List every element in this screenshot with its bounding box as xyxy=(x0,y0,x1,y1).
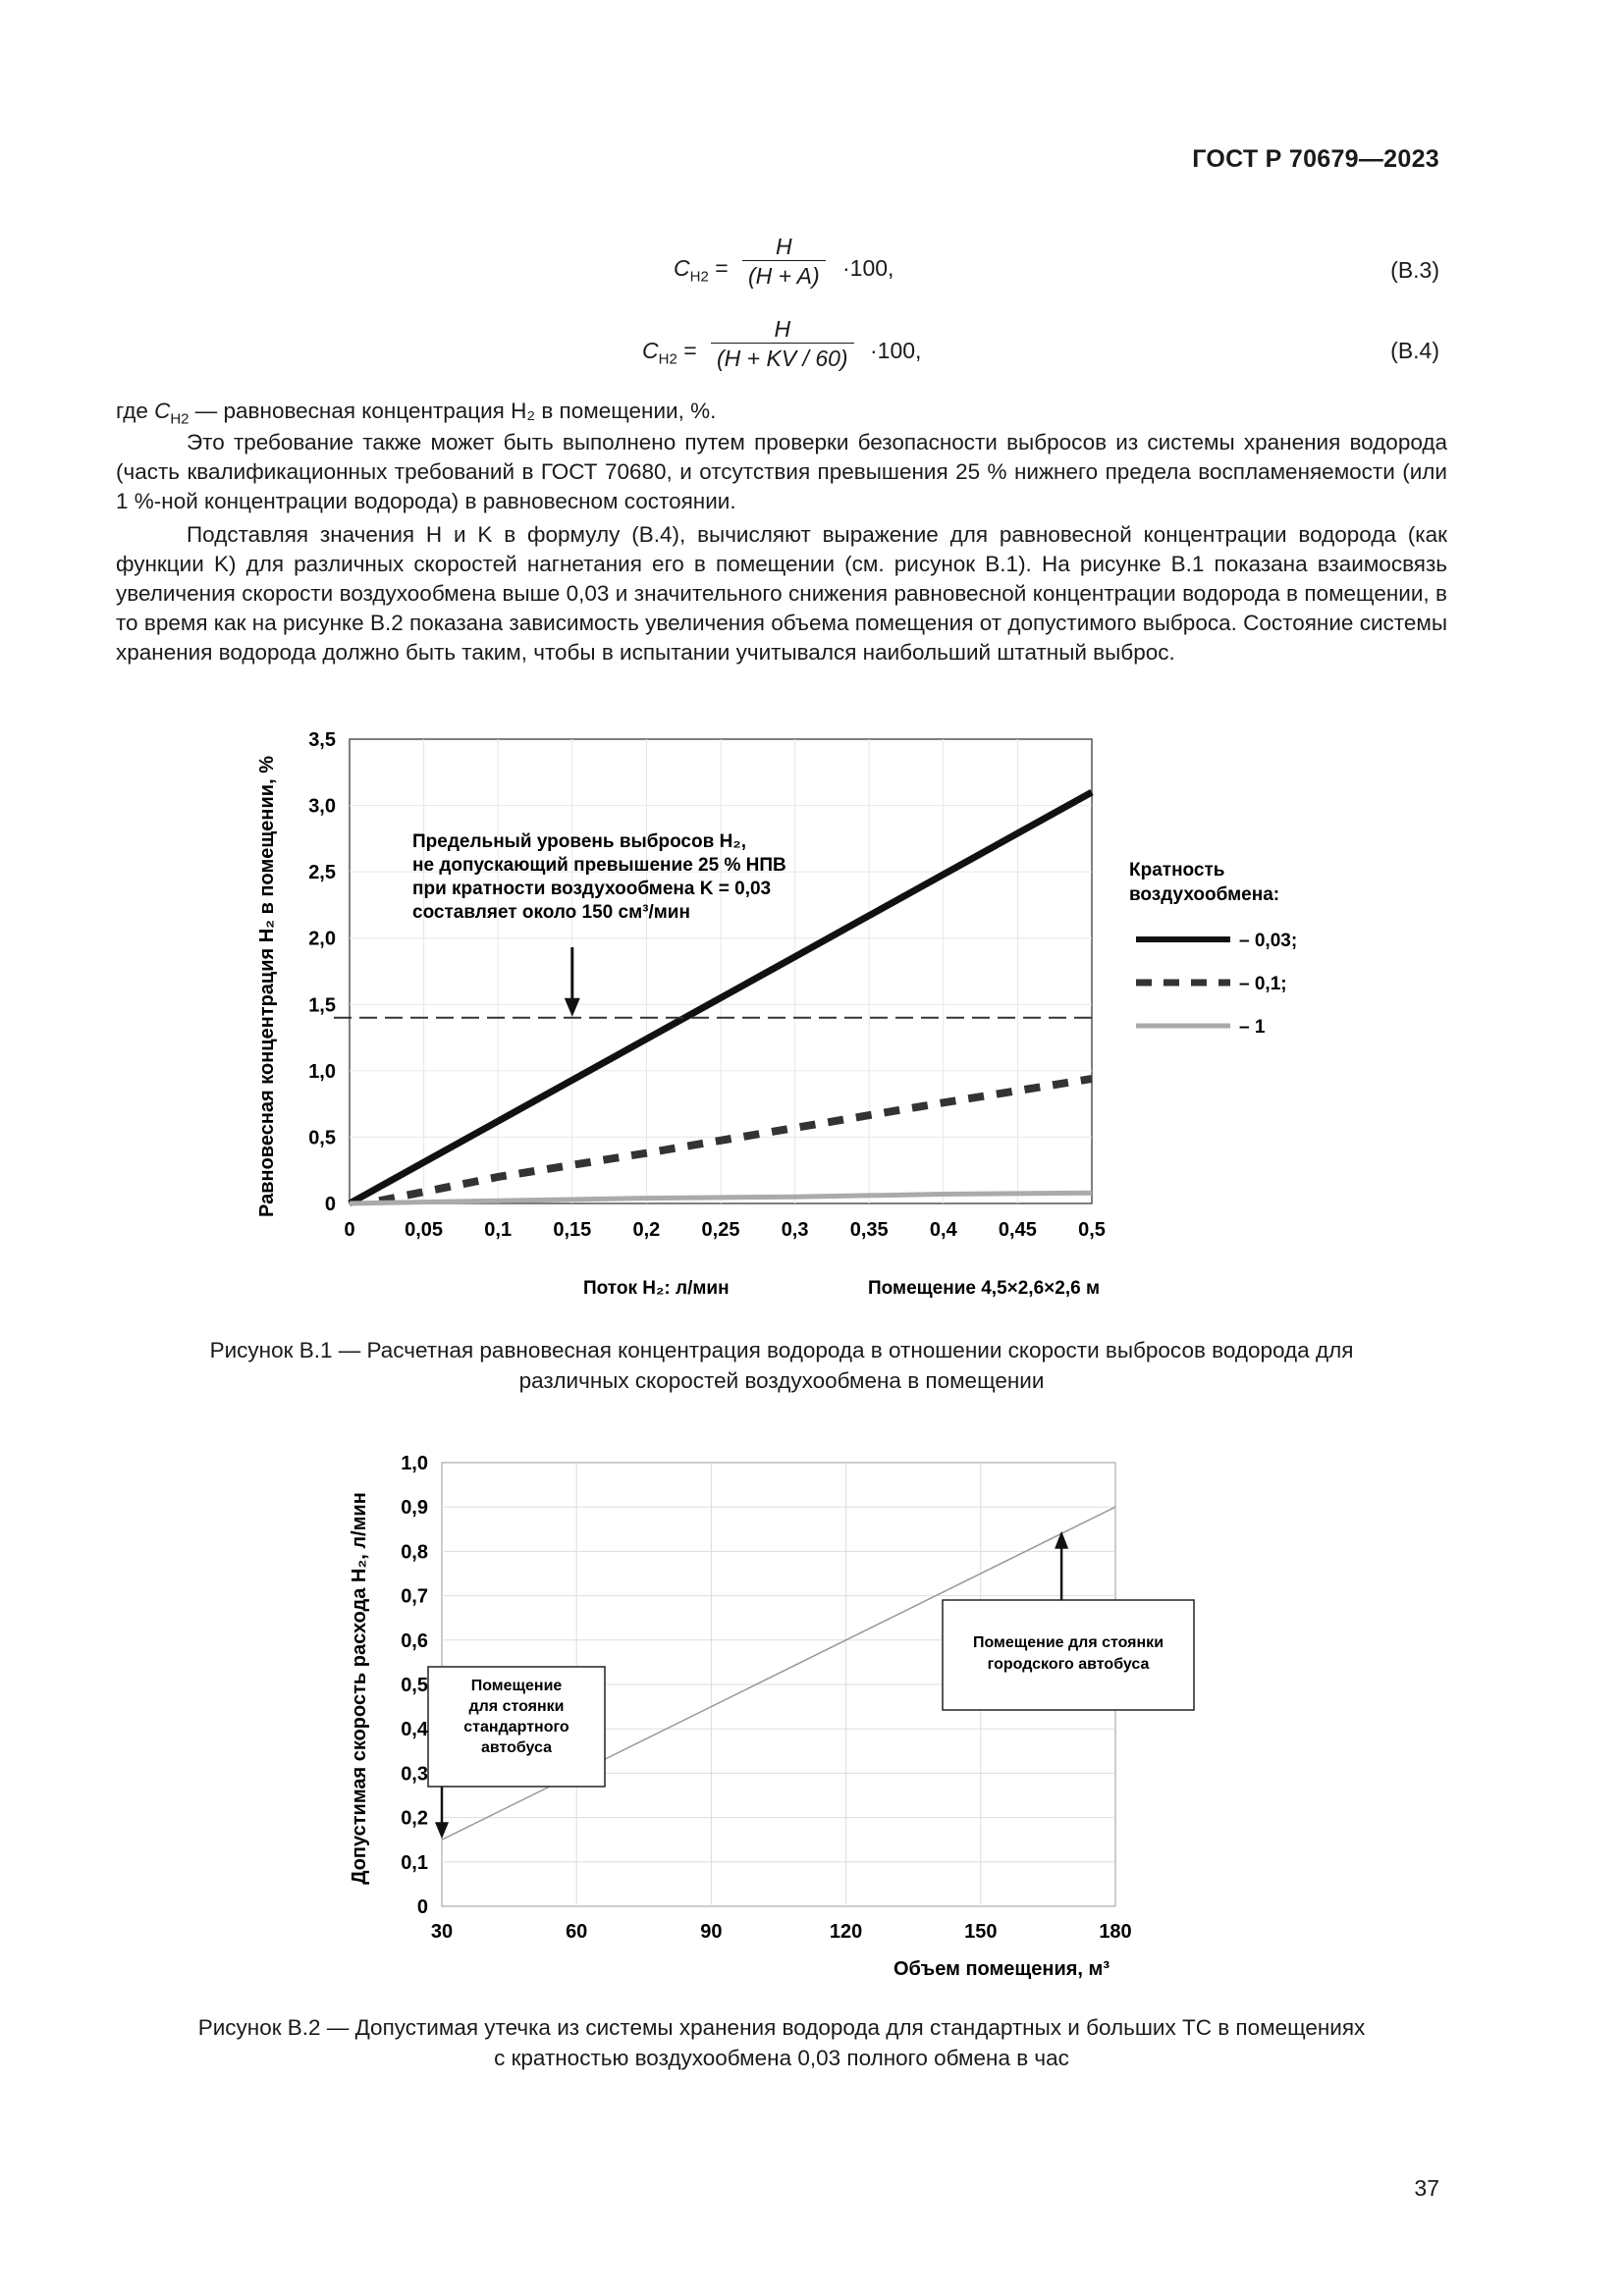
annotation-line: стандартного xyxy=(463,1719,569,1735)
y-tick-label: 1,0 xyxy=(308,1060,336,1083)
x-tick-label: 0,4 xyxy=(929,1219,957,1241)
y-tick-label: 3,5 xyxy=(308,729,336,751)
formula-fraction: $\frac{H}{(H + A)}$ xyxy=(742,234,826,290)
y-tick-label: 1,5 xyxy=(308,994,336,1017)
figure-b1-caption: Рисунок В.1 — Расчетная равновесная концентрация водорода в отношении скорости выбросов водорода для различных скоростей воздухообмена в помещении xyxy=(209,1338,1354,1393)
y-tick-label: 0,8 xyxy=(401,1541,428,1564)
annotation-line: городского автобуса xyxy=(987,1656,1150,1673)
x-tick-label: 90 xyxy=(700,1921,723,1943)
formula-fraction: $\frac{H}{(H + KV / 60)}$ xyxy=(711,316,854,372)
page-number: 37 xyxy=(1414,2175,1439,2201)
y-tick-label: 0,5 xyxy=(308,1127,336,1149)
x-tick-label: 0,2 xyxy=(632,1219,661,1241)
x-axis-label: Объем помещения, м³ xyxy=(893,1958,1110,1980)
x-tick-label: 0,15 xyxy=(553,1219,592,1241)
formula-b4 xyxy=(642,316,966,385)
annotation-line: не допускающий превышение 25 % НПВ xyxy=(412,855,786,876)
formula-tail: ·100, xyxy=(842,255,894,281)
formula-tail: ·100, xyxy=(870,338,922,363)
y-axis-label: Равновесная концентрация H₂ в помещении, % xyxy=(256,756,278,1217)
figure-b1-chart xyxy=(0,717,1624,1306)
x-tick-label: 0,3 xyxy=(781,1219,809,1241)
y-tick-label: 0,5 xyxy=(401,1675,428,1696)
x-tick-label: 60 xyxy=(566,1921,588,1943)
figure-b2-caption: Рисунок В.2 — Допустимая утечка из системы хранения водорода для стандартных и больших ТС в помещениях с кратностью воздухообмена 0,03 полного обмена в час xyxy=(197,2015,1366,2070)
x-tick-label: 0,45 xyxy=(998,1219,1037,1241)
x-tick-label: 30 xyxy=(430,1921,454,1943)
y-tick-label: 0,4 xyxy=(401,1719,428,1741)
annotation-box-city-bus xyxy=(943,1600,1194,1710)
x-tick-label: 150 xyxy=(964,1921,998,1943)
y-tick-label: 0,1 xyxy=(401,1851,428,1874)
legend-title: Кратность xyxy=(1129,860,1225,881)
y-tick-label: 1,0 xyxy=(401,1453,428,1474)
legend-title: воздухообмена: xyxy=(1129,884,1280,905)
y-tick-label: 0,9 xyxy=(401,1497,428,1520)
annotation-line: при кратности воздухообмена K = 0,03 xyxy=(412,879,772,899)
legend-label: – 0,1; xyxy=(1239,974,1287,994)
y-tick-label: 2,0 xyxy=(308,928,336,950)
x-axis-label: Поток H₂: л/мин xyxy=(583,1278,730,1299)
x-tick-label: 0,25 xyxy=(701,1219,740,1241)
paragraph: Подставляя значения H и K в формулу (В.4), вычисляют выражение для равновесной концентрации водорода (как функции K) для различных скоростей нагнетания его в помещении (см. рисунок В.1). На рисунке В.1 показана взаимосвязь увеличения скорости воздухообмена выше 0,03 и значительного снижения равновесной концентрации водорода в помещении, в то время как на рисунке В.2 показана зависимость увеличения объема помещения от допустимого выброса. Состояние системы хранения водорода должно быть таким, чтобы в испытании учитывался наибольший штатный выброс. xyxy=(116,522,1447,665)
y-tick-label: 0,2 xyxy=(401,1807,428,1830)
x-tick-label: 120 xyxy=(829,1921,863,1943)
document-header: ГОСТ Р 70679—2023 xyxy=(1192,145,1439,173)
legend-label: – 0,03; xyxy=(1239,931,1298,951)
y-tick-label: 0,6 xyxy=(401,1629,428,1652)
y-axis-label: Допустимая скорость расхода H₂, л/мин xyxy=(349,1492,370,1885)
x-tick-label: 0,1 xyxy=(484,1219,513,1241)
x-tick-label: 180 xyxy=(1099,1921,1132,1943)
formula-lhs: $C_{H2}$ = xyxy=(674,255,729,286)
formula-b3 xyxy=(674,234,929,302)
annotation-line: для стоянки xyxy=(468,1698,565,1715)
x-tick-label: 0,35 xyxy=(849,1219,889,1241)
x-tick-label: 0,05 xyxy=(405,1219,444,1241)
x-tick-label: 0,5 xyxy=(1078,1219,1106,1241)
x-tick-label: 0 xyxy=(344,1219,355,1241)
legend-label: – 1 xyxy=(1239,1017,1266,1038)
where-clause: где $C_{H2}$ — равновесная концентрация H₂ в помещении, %. xyxy=(116,399,717,428)
paragraph: Это требование также может быть выполнено путем проверки безопасности выбросов из системы хранения водорода (часть квалификационных требований в ГОСТ 70680, и отсутствия превышения 25 % нижнего предела воспламеняемости (или 1 %-ной концентрации водорода) в равновесном состоянии. xyxy=(116,430,1447,513)
annotation-line: Предельный уровень выбросов H₂, xyxy=(412,831,747,852)
annotation-line: Помещение для стоянки xyxy=(972,1634,1164,1651)
y-tick-label: 2,5 xyxy=(308,862,336,884)
y-tick-label: 0 xyxy=(324,1194,336,1215)
x-axis-label-room: Помещение 4,5×2,6×2,6 м xyxy=(868,1278,1100,1299)
figure-b2-chart xyxy=(0,1433,1624,1983)
annotation-line: Помещение xyxy=(470,1678,563,1694)
formula-lhs: $C_{H2}$ = xyxy=(642,338,697,368)
y-tick-label: 0,3 xyxy=(401,1763,428,1786)
y-tick-label: 0,7 xyxy=(401,1585,428,1608)
annotation-line: автобуса xyxy=(480,1739,553,1756)
annotation-line: составляет около 150 см³/мин xyxy=(412,902,690,923)
y-tick-label: 3,0 xyxy=(308,795,336,818)
formula-number: (В.4) xyxy=(1390,338,1439,363)
formula-number: (В.3) xyxy=(1390,257,1439,283)
y-tick-label: 0 xyxy=(416,1896,428,1918)
